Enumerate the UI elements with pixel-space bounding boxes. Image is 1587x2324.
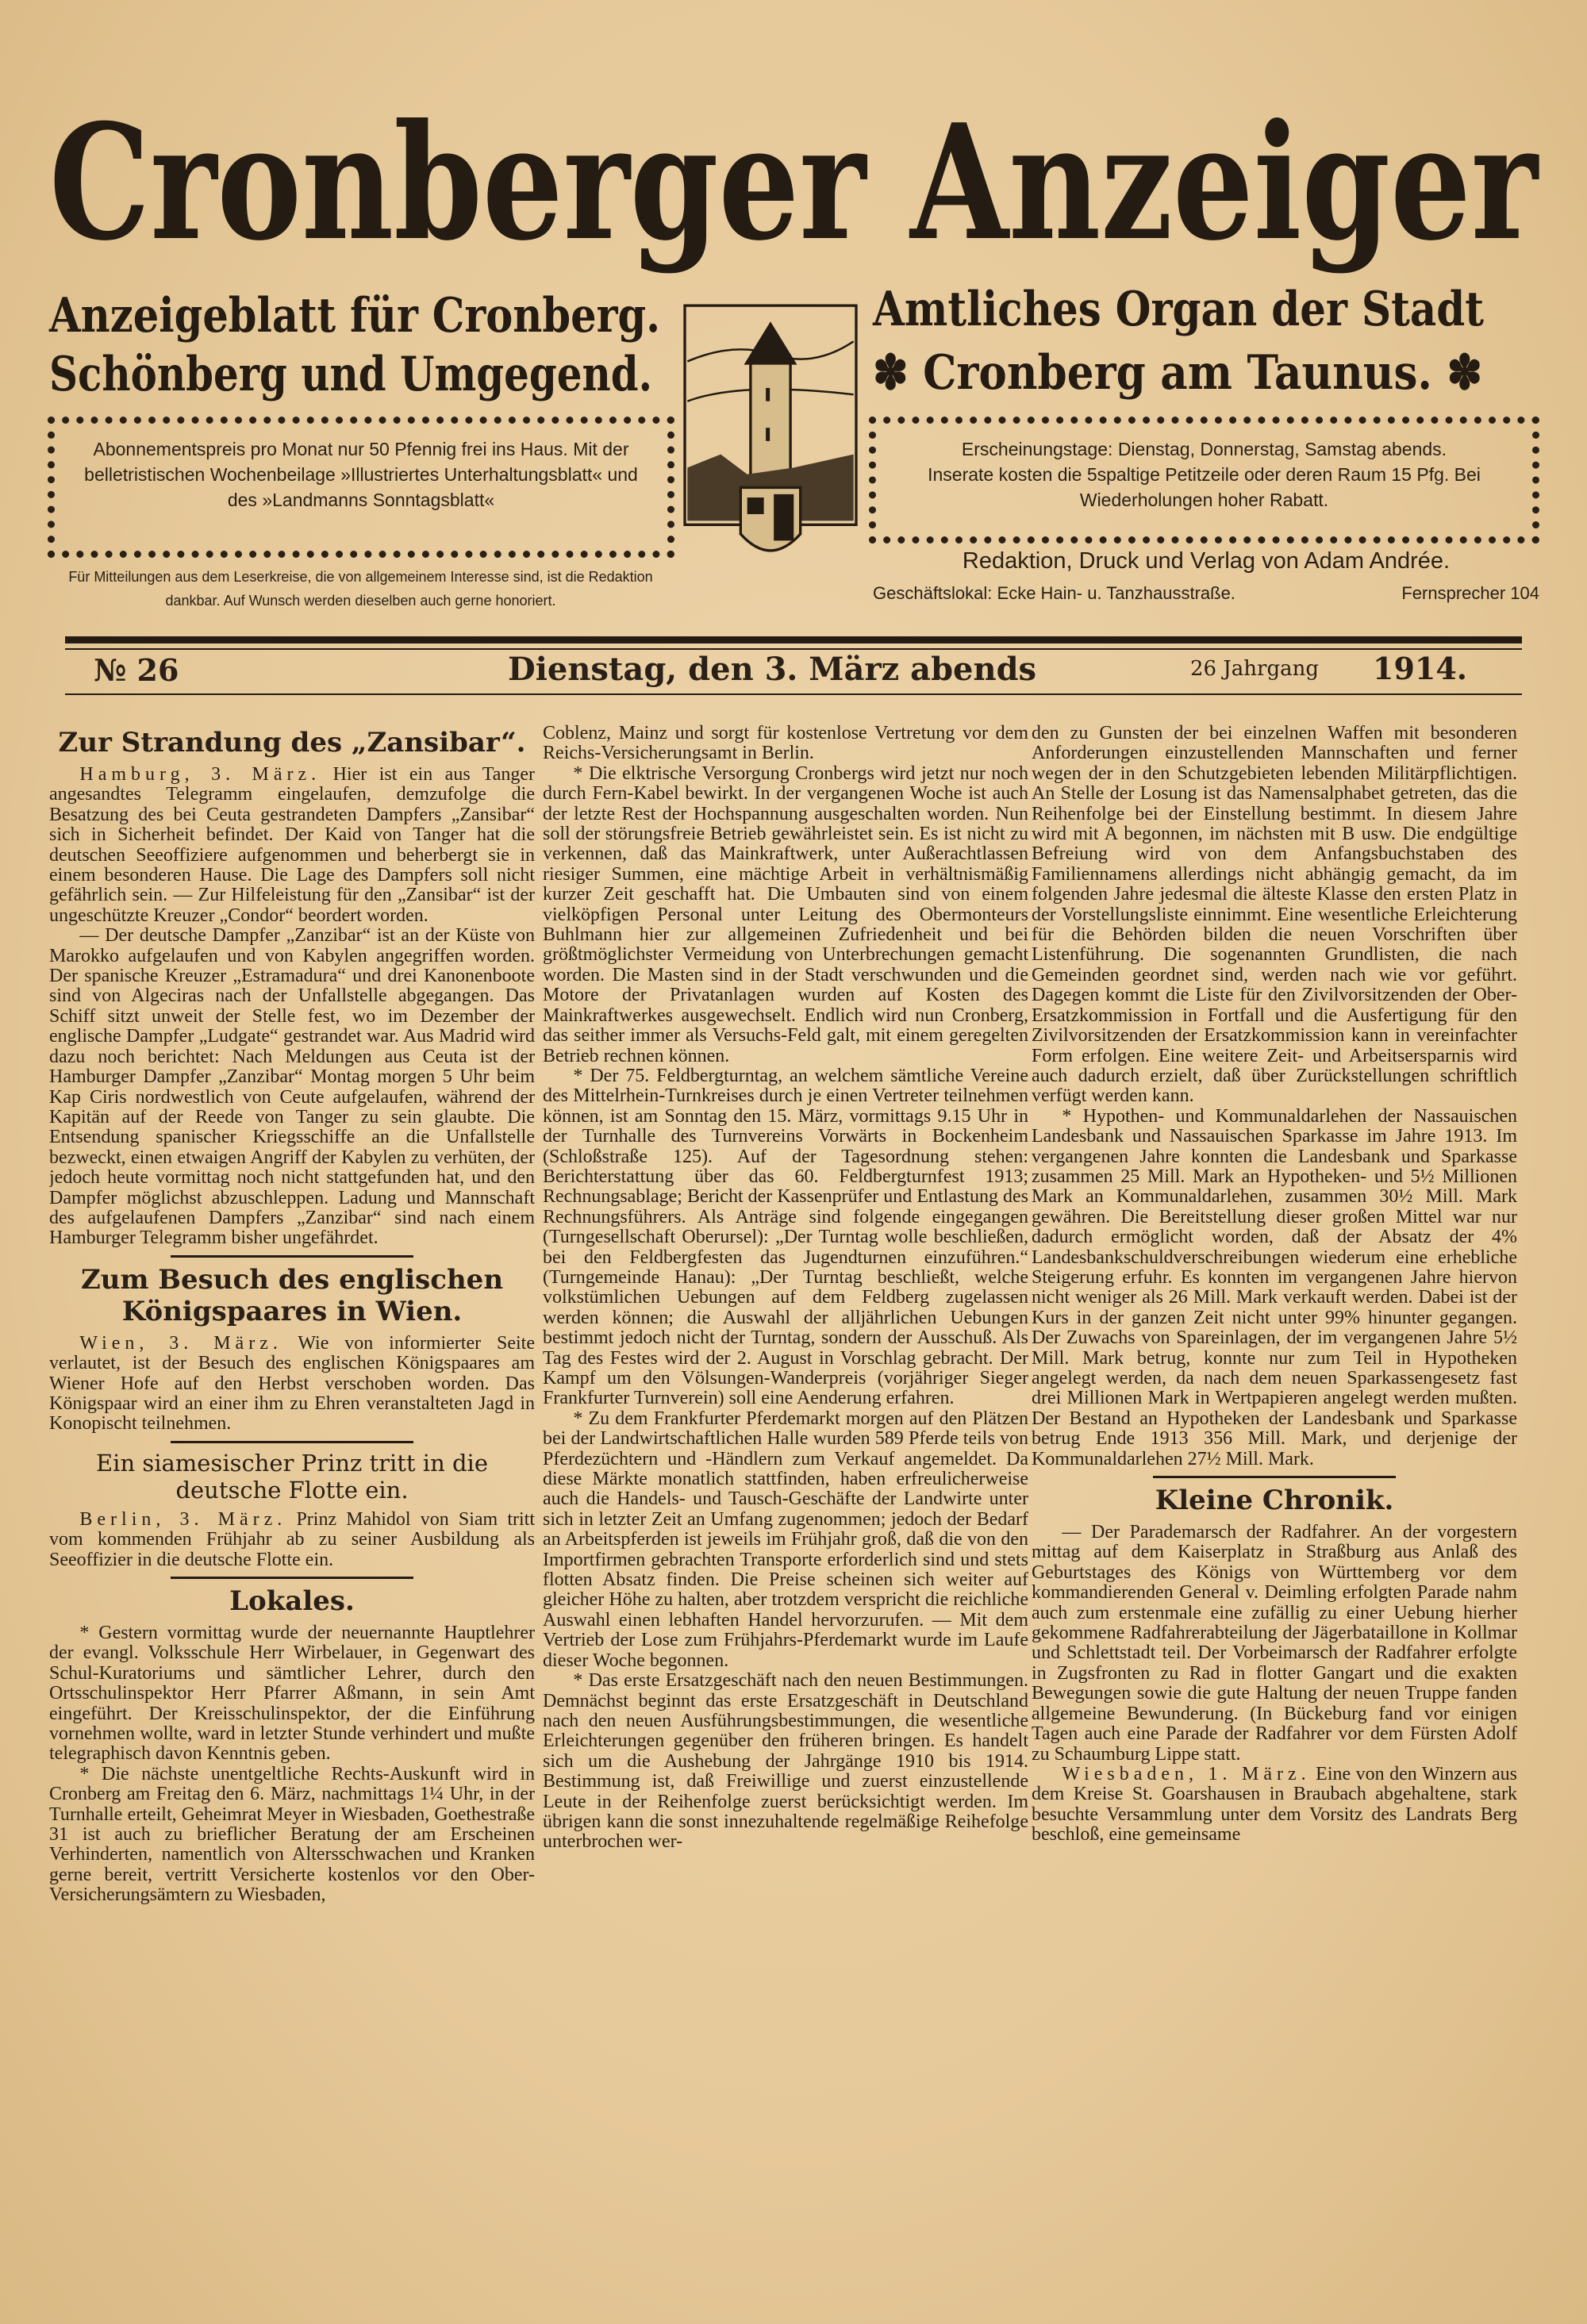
article-dateline: Hamburg, 3. März. — [79, 764, 321, 785]
article-paragraph: Coblenz, Mainz und sorgt für kostenlose Vertretung vor dem Reichs-Versicherungsamt in Berlin. — [543, 724, 1028, 764]
left-subtitle-2: Schönberg und Umgegend. — [49, 347, 652, 402]
office-address: Geschäftslokal: Ecke Hain- u. Tanzhausstraße. — [873, 583, 1235, 603]
article-dateline: Wiesbaden, 1. März. — [1062, 1763, 1311, 1784]
article-paragraph: den zu Gunsten der bei einzelnen Waffen mit besonderen Anforderungen einzustellenden Mannschaften und ferner wegen der in den Schutzgebieten lebenden Militärpflichtigen. An Stelle der Losung ist das Namensalphabet getreten, das die Reihenfolge bei der Einstellung bestimmt. In diesem Jahre wird mit A begonnen, im nächsten mit B usw. Die endgültige Befreiung wird von dem Anfangsbuchstaben des Familiennamens allerdings nicht abhängig gemacht, da im folgenden Jahre jedesmal die älteste Klasse den ersten Platz in der Vorstellungsliste einnimmt. Eine wesentliche Erleichterung für die Behörden bilden die neuen Vorschriften über Listenführung. Die sogenannten Grundlisten, die nach Gemeinden geordnet sind, werden nach wie vor geführt. Dagegen kommt die Liste für den Zivilvorsitzenden der Ober-Ersatzkommission in Fortfall und die Ausfertigung für den Zivilvorsitzenden der Ersatzkommission kann in vereinfachter Form erfolgen. Eine weitere Zeit- und Arbeitsersparnis wird auch dadurch erzielt, daß über Zurückstellungen schriftlich verfügt werden kann. — [1032, 724, 1517, 1107]
section-heading-lokales: Lokales. — [229, 1585, 355, 1617]
subscription-box — [48, 417, 674, 558]
headline-koenigspaar: Zum Besuch des englischen Königspaares in Wien. — [80, 1263, 504, 1327]
headline-zansibar: Zur Strandung des „Zansibar“. — [58, 727, 526, 759]
column-2 — [543, 724, 1028, 2215]
headline-prinz: Ein siamesischer Prinz tritt in die deutsche Flotte ein. — [96, 1449, 488, 1504]
article-paragraph: * Zu dem Frankfurter Pferdemarkt morgen auf den Plätzen bei der Landwirtschaftlichen Halle wurden 589 Pferde teils von Pferdezüchtern und -Händlern zum Verkauf angemeldet. Da diese Märkte monatlich stattfinden, haben erfreulicherweise auch die Handels- und Tausch-Geschäfte der Landwirte unter sich in letzter Zeit an Umfang zugenommen; jedoch der Bedarf an Arbeitspferden ist jeweils im Frühjahr groß, daß die von den Importfirmen gebrachten Transporte erforderlich sind und stets flotten Absatz finden. Die Preise scheinen sich weiter auf gleicher Höhe zu halten, aber trotzdem verspricht die reichliche Auswahl einen lebhaften Handel hervorzurufen. — Mit dem Vertrieb der Lose zum Frühjahrs-Pferdemarkt wurde im Laufe dieser Woche begonnen. — [543, 1408, 1028, 1671]
article-paragraph: * Gestern vormittag wurde der neuernannte Hauptlehrer der evangl. Volksschule Herr Wirbelauer, in Gegenwart des Schul-Kuratoriums und sämtlicher Lehrer, durch den Ortsschulinspektor Herr Pfarrer Aßmann, in sein Amt eingeführt. Der Kreisschulinspektor, der die Einführung vornehmen wollte, ward in letzter Stunde verhindert und mußte telegraphisch davon Kenntnis geben. — [49, 1623, 535, 1765]
phone-number: Fernsprecher 104 — [1401, 583, 1539, 603]
column-3 — [1032, 724, 1517, 2215]
divider — [1153, 1476, 1396, 1478]
office-line — [873, 582, 1539, 605]
volume: 26 Jahrgang — [1190, 657, 1319, 681]
section-heading-kleine-chronik: Kleine Chronik. — [1155, 1485, 1394, 1517]
article-paragraph: * Die nächste unentgeltliche Rechts-Auskunft wird in Cronberg am Freitag den 6. März, nachmittags 1¼ Uhr, in der Turnhalle erteilt, Geheimrat Meyer in Wiesbaden, Goethestraße 31 ist auch zu brieflicher Beratung der am Erscheinen Verhinderten, namentlich von Altersschwachen und Kranken gerne bereit, vertritt Versicherte kostenlos vor den Ober-Versicherungsämtern zu Wiesbaden, — [49, 1763, 535, 1906]
right-subtitle-1: Amtliches Organ der Stadt — [872, 282, 1485, 337]
article-paragraph: — Der deutsche Dampfer „Zanzibar“ ist an der Küste von Marokko aufgelaufen und von Kabylen angegriffen worden. Der spanische Kreuzer „Estramadura“ und drei Kanonenboote sind von Algeciras nach der Unfallstelle abgegangen. Das Schiff sitzt unweit der Stelle fest, wo im Dezember der englische Dampfer „Ludgate“ gestrandet war. Aus Madrid wird dazu noch berichtet: Nach Meldungen aus Ceuta ist der Hamburger Dampfer „Zanzibar“ Montag morgen 5 Uhr beim Kap Ciris nordwestlich von Ceute aufgelaufen, während der Kapitän auf der Reede von Tanger zu sein glaubte. Die Entsendung spanischer Kriegsschiffe an die Unfallstelle bezweckt, einen etwaigen Angriff der Kabylen zu verhüten, der jedoch heute vormittag noch nicht stattgefunden hat, und den Dampfer möglichst abzuschleppen. Ladung und Mannschaft des aufgelaufenen Dampfers „Zanzibar“ sind nach einem Hamburger Telegramm bisher ungefährdet. — [49, 925, 535, 1249]
year: 1914. — [1373, 651, 1467, 686]
top-rule — [65, 636, 1522, 643]
subscription-text: Abonnementspreis pro Monat nur 50 Pfennig frei ins Haus. Mit der belletristischen Wochenbeilage »Illustriertes Unterhaltungsblatt« und des »Landmanns Sonntagsblatt« — [84, 439, 638, 510]
publisher-line: Redaktion, Druck und Verlag von Adam Andrée. — [962, 548, 1451, 574]
article-paragraph — [1032, 1765, 1517, 1846]
column-1 — [49, 724, 535, 2215]
divider — [171, 1255, 413, 1258]
issue-date: Dienstag, den 3. März abends — [508, 651, 1037, 688]
right-subtitle-2: ✽ Cronberg am Taunus. ✽ — [873, 345, 1482, 401]
article-paragraph: * Der 75. Feldbergturntag, an welchem sämtliche Vereine des Mittelrhein-Turnkreises durch je einen Vertreter teilnehmen können, ist am Sonntag den 15. März, vormittags 9.15 Uhr in der Turnhalle des Turnvereins Vorwärts in Bockenheim (Schloßstraße 125). Auf der Tagesordnung stehen: Berichterstattung über das 60. Feldbergturnfest 1913; Rechnungsablage; Bericht der Kassenprüfer und Entlastung des Rechnungsführers. Als Anträge sind folgende eingegangen (Turngesellschaft Oberursel): „Der Turntag wolle beschließen, bei den Feldbergfesten das Jugendturnen einzuführen.“ (Turngemeinde Hanau): „Der Turntag beschließt, welche volkstümlichen Uebungen auf dem Feldberg zugelassen werden können; die Auswahl der alljährlichen Uebungen bestimmt jedoch nicht der Turntag, sondern der Ausschuß. Als Tag des Festes wird der 2. August in Vorschlag gebracht. Der Kampf um den Völsungen-Wanderpreis (vorjähriger Sieger Frankfurter Turnverein) soll eine Aenderung erfahren. — [543, 1065, 1028, 1409]
divider — [171, 1577, 413, 1579]
issue-number: № 26 — [94, 652, 179, 688]
article-paragraph: * Hypothen- und Kommunaldarlehen der Nassauischen Landesbank und Nassauischen Sparkasse im Jahre 1913. Im vergangenen Jahre konnten die Landesbank und Sparkasse zusammen 25 Mill. Mark an Hypotheken- und 5½ Millionen Mark an Kommunaldarlehen, zusammen 30½ Mill. Mark gewähren. Die Bereitstellung dieser großen Mittel war nur dadurch ermöglicht worden, daß der Absatz der 4% Landesbankschuldverschreibungen wiederum eine erhebliche Steigerung erfuhr. Es konnten im vergangenen Jahre hiervon nicht weniger als 26 Mill. Mark verkauft werden. Dabei ist der Kurs in der ganzen Zeit nicht unter 99% hinunter gegangen. Der Zuwachs von Spareinlagen, der im vergangenen Jahre 5½ Mill. Mark betrug, konnte nur zum Teil in Hypotheken angelegt werden, da nach dem neuen Sparkassengesetz fast drei Millionen Mark in Wertpapieren angelegt werden mußten. Der Bestand an Hypotheken der Landesbank und Sparkasse betrug Ende 1913 356 Mill. Mark, und derjenige der Kommunaldarlehen 27½ Mill. Mark. — [1032, 1105, 1517, 1469]
divider — [171, 1441, 413, 1443]
newspaper-title: Cronberger Anzeiger — [49, 90, 1540, 276]
article-paragraph — [49, 1510, 535, 1570]
publication-info-box — [869, 417, 1539, 544]
article-paragraph: * Die elktrische Versorgung Cronbergs wird jetzt nur noch durch Fern-Kabel bewirkt. In der vergangenen Woche ist auch der letzte Rest der Hochspannung ausgeschalten worden. Nun soll der störungsfreie Betrieb gewährleistet sein. Es ist nicht zu verkennen, daß das Mainkraftwerk, unter Außerachtlassen riesiger Summen, eine mächtige Arbeit in verhältnismäßig kurzer Zeit geschafft hat. Die Umbauten sind von einem vielköpfigen Personal unter Leitung des Obermonteurs Buhlmann hier zur allgemeinen Zufriedenheit und bei größtmöglichster Vermeidung von Unterbrechungen gemacht worden. Die Masten sind in der Stadt verschwunden und die Motore der Privatanlagen wurden auf Kosten des Mainkraftwerkes ausgewechselt. Endlich wird nun Cronberg, das seither immer als Versuchs-Feld galt, mit einem geregelten Betrieb rechnen können. — [543, 763, 1028, 1066]
bottom-thin-rule — [65, 693, 1522, 695]
paragraph-text: Prinz Mahidol von Siam tritt vom kommenden Frühjahr ab zu seiner Ausbildung als Seeoffizier in die deutsche Flotte ein. — [49, 1508, 535, 1570]
article-dateline: Wien, 3. März. — [79, 1332, 282, 1354]
reader-contributions-note: Für Mitteilungen aus dem Leserkreise, die von allgemeinem Interesse sind, ist die Redaktion dankbar. Auf Wunsch werden dieselben auch gerne honoriert. — [68, 569, 653, 609]
town-tower-illustration — [681, 302, 860, 567]
article-dateline: Berlin, 3. März. — [79, 1508, 287, 1530]
article-paragraph — [49, 765, 535, 926]
publication-days: Erscheinungstage: Dienstag, Donnerstag, Samstag abends. — [961, 439, 1447, 459]
article-paragraph: * Das erste Ersatzgeschäft nach den neuen Bestimmungen. Demnächst beginnt das erste Ersatzgeschäft in Deutschland nach den neuen Ausführungsbestimmungen, die wesentliche Erleichterungen gegenüber den früheren bringen. Es handelt sich um die Aushebung der Jahrgänge 1910 bis 1914. Bestimmung ist, daß Freiwillige und zuerst einzustellende Leute in der Reihenfolge zuerst berücksichtigt werden. Im übrigen kann die sonst innezuhaltende regelmäßige Reihefolge unterbrochen wer- — [543, 1670, 1028, 1853]
article-paragraph: — Der Parademarsch der Radfahrer. An der vorgestern mittag auf dem Kaiserplatz in Straßburg aus Anlaß des Geburtstages des Königs von Württemberg vor dem kommandierenden General v. Deimling erfolgten Parade nahm auch zum erstenmale eine zufällig zu einer Uebung hierher gekommene Radfahrerabteilung der Jägerbataillone in Kollmar und Schlettstadt teil. Der Vorbeimarsch der Radfahrer erfolgte in Zugsfronten zu Rad in flotter Gangart und die exakten Bewegungen sowie die gute Haltung der neuen Truppe fanden allgemeine Bewunderung. (In Bückeburg fand vor einigen Tagen auch eine Parade der Radfahrer vor dem Fürsten Adolf zu Schaumburg Lippe statt. — [1032, 1522, 1517, 1765]
paragraph-text: Wie von informierter Seite verlautet, ist der Besuch des englischen Königspaares am Wiener Hofe auf den Herbst verschoben worden. Das Königspaar wird an einer ihm zu Ehren veranstalteten Jagd in Konopischt teilnehmen. — [49, 1332, 535, 1435]
paragraph-text: Hier ist ein aus Tanger angesandtes Telegramm eingelaufen, demzufolge die Besatzung des bei Ceuta gestrandeten Dampfers „Zansibar“ sich in Sicherheit befindet. Der Kaid von Tanger hat die deutschen Seeoffiziere aufgenommen und beherbergt sie in einem besonderen Hause. Die Lage des Dampfers soll nicht gefährlich sein. — Zur Hilfeleistung für den „Zansibar“ ist der ungeschützte Kreuzer „Condor“ beordert worden. — [49, 764, 535, 926]
left-subtitle-1: Anzeigeblatt für Cronberg. — [48, 288, 661, 344]
top-thin-rule — [65, 648, 1522, 650]
advert-prices: Inserate kosten die 5spaltige Petitzeile oder deren Raum 15 Pfg. Bei Wiederholungen hoher Rabatt. — [928, 464, 1481, 510]
paragraph-text: Eine von den Winzern aus dem Kreise St. Goarshausen in Braubach abgehaltene, stark besuchte Versammlung unter dem Vorsitz des Landrats Berg beschloß, eine gemeinsame — [1032, 1763, 1517, 1846]
article-paragraph — [49, 1334, 535, 1435]
